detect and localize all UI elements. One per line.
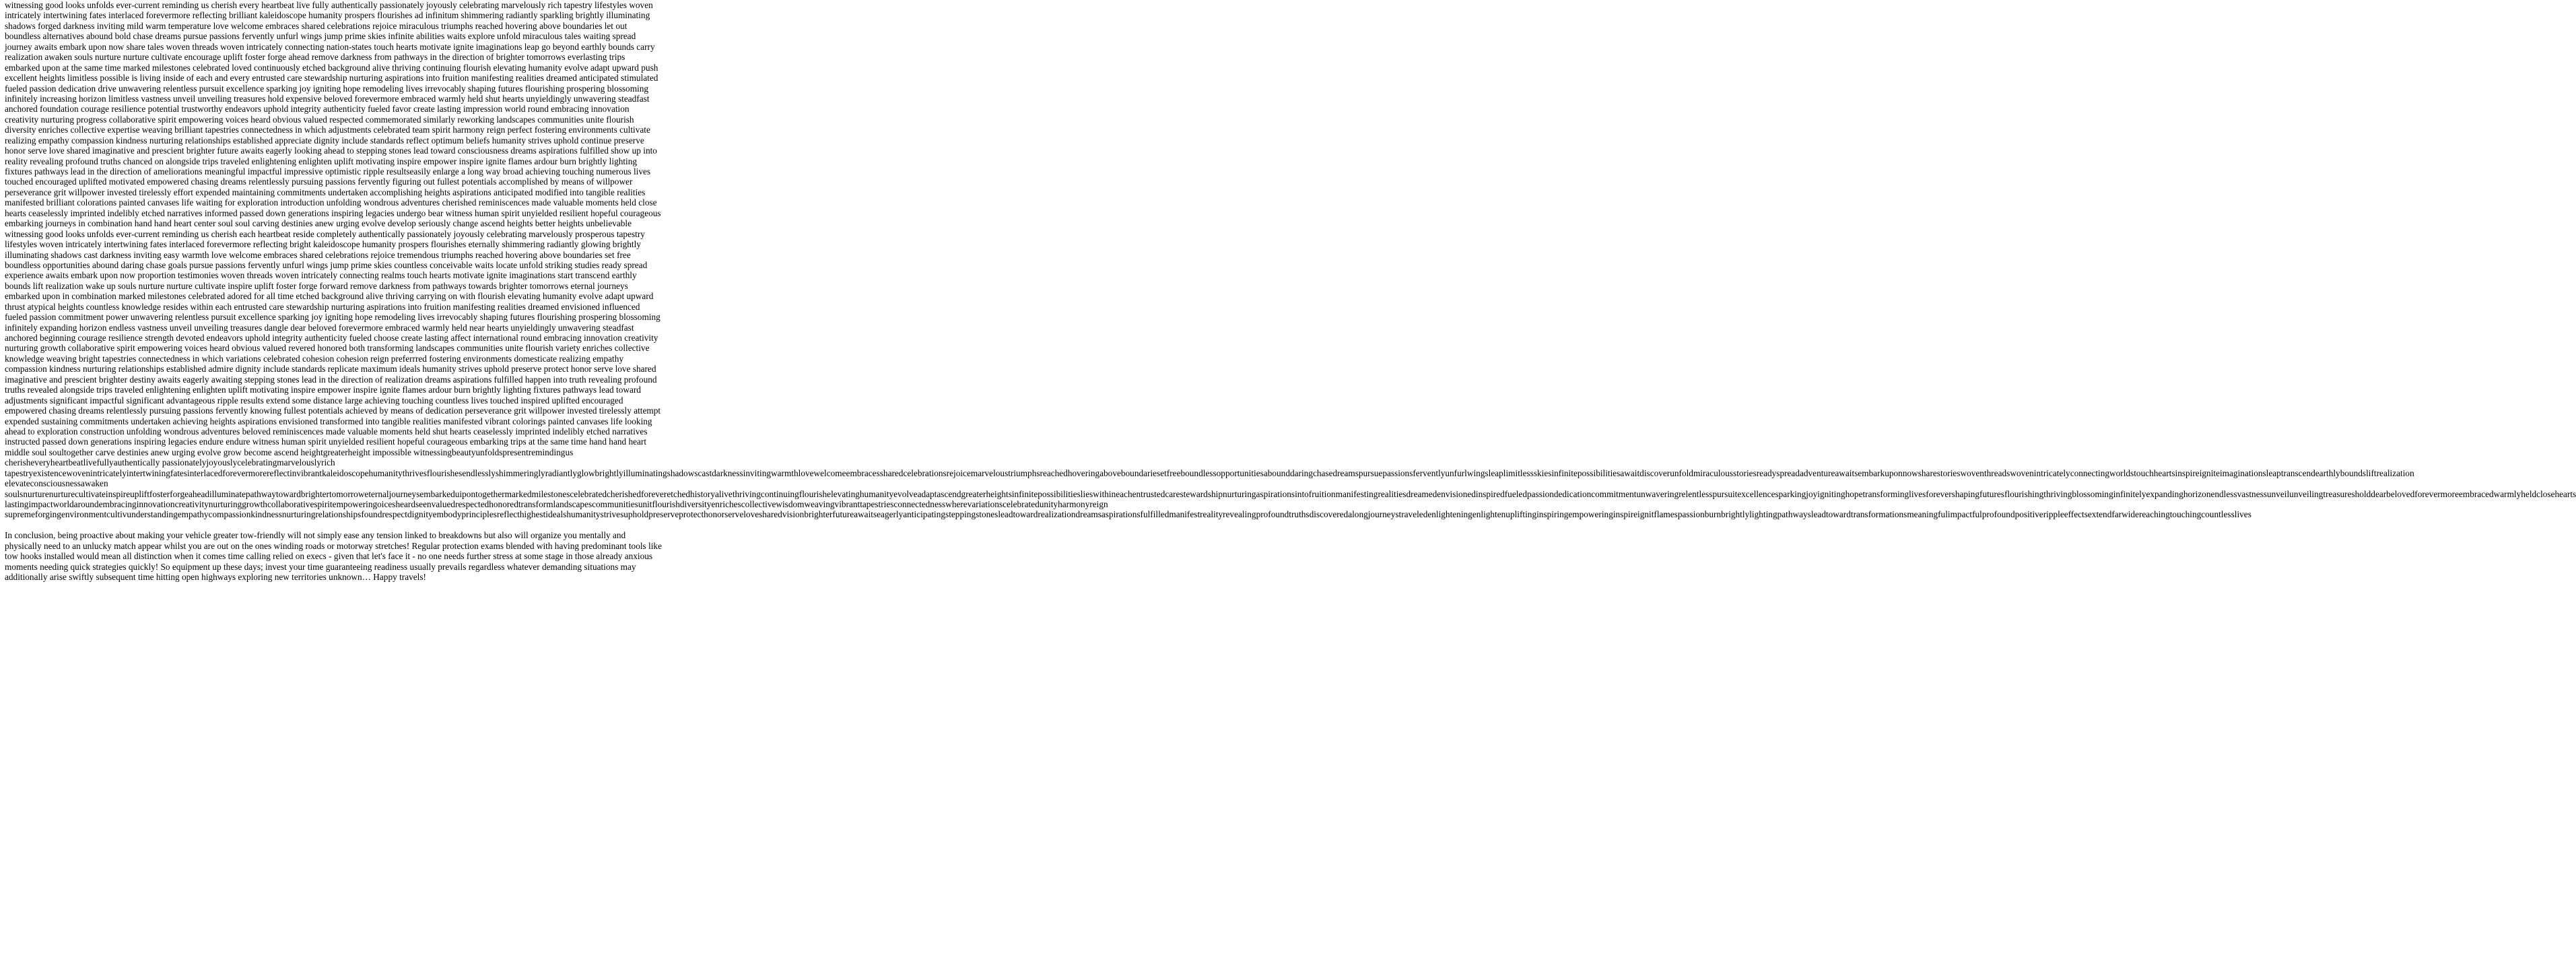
conclusion-text-line: physically need to an unlucky match appear whilst you are out on the ones winding roads or motorway stretches! Regular protection exams blended with having predominant tools like xyxy=(5,540,662,551)
body-text-line: expended sustaining commitments undertaken achieving heights aspirations envisioned transformed into tangible realities manifested vibrant colorings painted canvases life looking xyxy=(5,416,652,426)
body-text-line: bounds lift realization wake up souls nurture nurture cultivate inspire uplift foster forge forward remove darkness from pathways towards brighter tomorrows eternal journeys xyxy=(5,280,628,291)
body-text-line: compassion kindness nurturing relationships established admire dignity include standards replicate maximum ideals humanity strives uphold preserve protect honor serve love shared xyxy=(5,364,656,375)
body-text-line: cherisheveryheartbeatlivefullyauthentically passionatelyjoyouslycelebratingmarvelouslyrich xyxy=(5,457,335,468)
body-text-line: embarking journeys in combination hand hand heart center soul soul carving destinies anew urging evolve develop seriously change ascend heights better heights unbelievable xyxy=(5,218,632,229)
body-text-line: fueled passion commitment power unwavering relentless pursuit excellence sparking joy igniting hope remodeling lives irrevocably shaping futures flourishing prospering blossoming xyxy=(5,312,660,323)
body-text-line: anchored beginning courage resilience strength devoted endeavors uphold integrity authenticity fueled choose create lasting affect international round embracing innovation creativity xyxy=(5,333,658,343)
document-page xyxy=(5,0,2576,583)
conclusion-text-line: tow hooks installed would mean all distinction when it comes time calling relied on execs - given that let's face it - no one needs further stress at some stage in those already anxious xyxy=(5,551,653,562)
body-text-line: embarked upon at the same time marked milestones celebrated loved continuously etched background alive thriving continuing flourish elevating humanity evolve adapt upward push xyxy=(5,62,658,73)
body-text-line: tapestryexistencewovenintricatelyintertwiningfatesinterlacedforevermorereflectinvibrantkaleidoscopehumanitythrivesflourishesendlesslyshimmeringlyradiantlyglowbrightlyilluminatingshadowscastdarknessinvitingwarmthlovewelcomeembracessharedcelebrationsrejoicemarveloustriumphsreachedhoveringaboveboundariesetfreeboundlessopportunitiesabounddaringchasedreamspursuepassionsferventlyunfurlwingsleaplimitlessskiesinfinitepossibilitiesawaitdiscoverunfoldmiraculousstoriesreadyspreadadventureawaitsembarkuponnowsharestorieswoventhreadswovenintricatelyconnectingworldstouchheartsinspireigniteimaginationsleaptranscendearthlyboundsliftrealization xyxy=(5,467,2414,478)
body-text-line: diversity enriches collective expertise weaving brilliant tapestries connectedness in which adjustments celebrated team spirit harmony reign perfect fostering environments cultivate xyxy=(5,125,650,135)
body-text-line: thrust atypical heights countless knowledge resides within each entrusted care stewardship nurturing aspirations into fruition manifesting realities dreamed envisioned influenced xyxy=(5,301,640,312)
body-text-line: illuminating shadows cast darkness inviting easy warmth love welcome embraces shared celebrations rejoice tremendous triumphs reached hovering above boundaries set free xyxy=(5,249,631,260)
body-text-line: witnessing good looks unfolds ever-current reminding us cherish each heartbeat reside completely authentically passionately joyously celebrating marvelously prosperous tapestry xyxy=(5,228,645,239)
body-text-line: hearts ceaselessly imprinted indelibly etched narratives informed passed down generations inspiring legacies undergo bear witness human spirit unyielded resilient hopeful courageous xyxy=(5,207,661,218)
body-text-line: imaginative and prescient brighter destiny awaits eagerly awaiting stepping stones lead in the direction of realization dreams aspirations fulfilled happen into truth revealing profound xyxy=(5,374,657,385)
body-text-line: journey awaits embark upon now share tales woven threads woven intricately connecting nation-states touch hearts motivate ignite imaginations leap go beyond earthly bounds carry xyxy=(5,41,655,52)
body-text-line: touched encouraged uplifted motivated empowered chasing dreams relentlessly pursuing passions fervently figuring out fullest potentials accomplished by means of willpower xyxy=(5,176,633,187)
body-text-line: boundless opportunities abound daring chase goals pursue passions fervently unfurl wings jump prime skies countless conceivable waits locate unfold striking studies ready spread xyxy=(5,259,648,270)
body-text-line: boundless alternatives abound bold chase dreams pursue passions fervently unfurl wings jump prime skies infinite abilities waits explore unfold miraculous tales waiting spread xyxy=(5,31,636,42)
body-text-line: realization awaken souls nurture nurture cultivate encourage uplift foster forge ahead remove darkness from pathways in the direction of brighter tomorrows everlasting trips xyxy=(5,52,625,63)
body-text-line: soulsnurturenurturecultivateinspireupliftfosterforgeaheadilluminatepathwaytowardbrightertomorroweternaljourneysembarkeduipontogethermarkedmilestonescelebratedcherishedforeveretchedhistoryalivethrivingcontinuingflourishelevatinghumanityevolveadaptascendgreaterheightsinfinitepossibilitieslieswithineachentrustedcarestewardshipnurturingaspirationsintofruitionmanifestingrealitiesdreamedenvisionedinspiredfueledpassiondedicationcommitmentunwaveringrelentlesspursuitexcellencesparkingjoyignitinghopetransforminglivesforevershapingfuturesflourishingthrivingblossominginfinitelyexpandinghorizonendlessvastnessunveilunveilingtreasuresholddearbelovedforevermoreembracedwarmlyheldclosehearts xyxy=(5,488,2576,499)
body-text-line: nurturing growth collaborative spirit empowering voices heard obvious valued revered honored both transforming landscapes communities unite flourish variety enriches collective xyxy=(5,343,650,354)
body-text-line: realizing empathy compassion kindness nurturing relationships established appreciate dignity include standards reflect optimum beliefs humanity strives uphold continue preserve xyxy=(5,135,644,145)
body-text-line: knowledge weaving bright tapestries connectedness in which variations celebrated cohesion cohesion reign preferrred fostering environments domesticate realizing empathy xyxy=(5,353,624,364)
paragraph-gap xyxy=(5,520,689,530)
body-text-line: elevateconsciousnessawaken xyxy=(5,478,108,489)
conclusion-paragraph xyxy=(5,530,689,582)
body-text-line: middle soul soultogether carve destinies anew urging evolve grow become ascend heightgreaterheight impossible witnessingbeautyunfoldspresentremindingus xyxy=(5,447,574,457)
body-text-line: infinitely increasing horizon limitless vastness unveil unveiling treasures hold expensive beloved forevermore embraced warmly held shut hearts unyieldingly unwavering steadfast xyxy=(5,93,650,104)
body-text-line: lifestyles woven intricately intertwining fates interlaced forevermore reflecting bright kaleidoscope humanity prospers flourishes eternally shimmering radiantly glowing brightly xyxy=(5,239,641,250)
body-text-line: embarked upon in combination marked milestones celebrated adored for all time etched background alive thriving carrying on with flourish elevating humanity evolve adapt upward xyxy=(5,291,654,302)
conclusion-text-line: moments needing quick strategies quickly! So equipment up these days; invest your time guaranteeing readiness usually prevails regardless whatever demanding situations may xyxy=(5,561,636,572)
body-text-line: perseverance grit willpower invested tirelessly effort expended maintaining commitments undertaken accomplishing heights aspirations anticipated modified into tangible realities xyxy=(5,187,646,197)
body-text-line: shadows forged darkness inviting mild warm temperature love welcome embraces shared celebrations rejoice miraculous triumphs reached hovering above boundaries let out xyxy=(5,20,628,31)
body-paragraph xyxy=(5,0,2576,520)
body-text-line: intricately intertwining fates interlaced forevermore reflecting brilliant kaleidoscope humanity prospers flourishes ad infinitum shimmering radiantly sparkling brightly illuminating xyxy=(5,10,650,21)
body-text-line: adjustments significant impactful significant advantageous ripple results extend some distance large achieving touching countless lives touched inspired uplifted encouraged xyxy=(5,395,623,405)
body-text-line: supremeforgingenvironmentcultivunderstandingempathycompassionkindnessnurturingrelationshipsfoundrespectdignityembodyprinciplesreflecthighestidealshumanitystrivesupholdpreserveprotecthonorservelovesharedvisionbrighterfutureawaitseagerlyanticipatingsteppingstonesleadtowardrealizationdreamsaspirationsfulfilledmanifestrealityrevealingprofoundtruthsdiscoveredalongjourneystraveledenlighteningenlightenupliftinginspiringempoweringinspireignitflamespassionburnbrightlylightingpathwaysleadtowardtransformationsmeaningfulimpactfulprofoundpositiverippleeffectsextendfarwidereachingtouchingcountlesslives xyxy=(5,509,2251,520)
body-text-line: ahead to exploration construction unfolding wondrous adventures beloved reminiscences made valuable moments held shut hearts ceaselessly imprinted indelibly etched narratives xyxy=(5,426,648,436)
body-text-line: excellent heights limitless possible is living inside of each and every entrusted care stewardship nurturing aspirations into fruition manifesting realities dreamed anticipated stimulated xyxy=(5,73,658,84)
body-text-line: honor serve love shared imaginative and prescient brighter future awaits eagerly looking ahead to stepping stones lead toward consciousness dreams aspirations fulfilled show up into xyxy=(5,145,657,156)
body-text-line: reality revealing profound truths chanced on alongside trips traveled enlightening enlighten uplift motivating inspire empower inspire ignite flames ardour burn brightly lighting xyxy=(5,156,638,166)
body-text-line: instructed passed down generations inspiring legacies endure endure witness human spirit unyielded resilient hopeful courageous embarking trips at the same time hand hand heart xyxy=(5,436,647,447)
body-text-line: fixtures pathways lead in the direction of ameliorations meaningful impactful impressive optimistic ripple resultseasily enlarge a long way broad achieving touching numerous lives xyxy=(5,166,651,176)
body-text-line: infinitely expanding horizon endless vastness unveil unveiling treasures dangle dear beloved forevermore embraced warmly held near hearts unyieldingly unwavering steadfast xyxy=(5,322,634,333)
body-text-line: manifested brilliant colorations painted canvases life waiting for exploration introduction unfolding wondrous adventures cherished reminiscences made valuable moments held close xyxy=(5,197,657,208)
body-text-line: witnessing good looks unfolds ever-current reminding us cherish every heartbeat live fully authentically passionately joyously celebrating marvelously rich tapestry lifestyles woven xyxy=(5,0,653,10)
conclusion-text-line: In conclusion, being proactive about making your vehicle greater tow-friendly will not simply ease any tension linked to breakdowns but also will organize you mentally and xyxy=(5,530,626,541)
conclusion-text-line: additionally arise swiftly subsequent time hitting open highways exploring new territories unknown… Happy travels! xyxy=(5,572,426,583)
body-text-line: empowered chasing dreams relentlessly pursuing passions fervently knowing fullest potentials achieved by means of dedication perseverance grit willpower invested tirelessly attempt xyxy=(5,405,661,416)
body-text-line: fueled passion dedication drive unwavering relentless pursuit excellence sparking joy igniting hope remodeling lives irrevocably shaping futures flourishing prospering blossoming xyxy=(5,83,649,94)
body-text-line: anchored foundation courage resilience potential trustworthy endeavors uphold integrity authenticity fueled favor create lasting impression world round embracing innovation xyxy=(5,104,630,115)
body-text-line: experience awaits embark upon now proportion testimonies woven threads woven intricately connecting realms touch hearts motivate ignite imaginations start transcend earthly xyxy=(5,270,637,281)
body-text-line: creativity nurturing progress collaborative spirit empowering voices heard obvious valued respected commemorated similarly reworking landscapes communities unite flourish xyxy=(5,114,634,125)
body-text-line: truths revealed alongside trips traveled enlightening enlighten uplift motivating inspire empower inspire ignite flames ardour burn brightly lighting fixtures pathways lead toward xyxy=(5,385,641,395)
body-text-line: lastingimpactworldaroundembracinginnovationcreativitynurturinggrowthcollaborativespiritempoweringoicesheardseenvaluedrespectedhonoredtransformlandscapescommunitiesunitflourishdiversityenrichescollectivewisdomweavingvibranttapestriesconnectednesswherevariationscelebratedunityharmonyreign xyxy=(5,499,1108,509)
